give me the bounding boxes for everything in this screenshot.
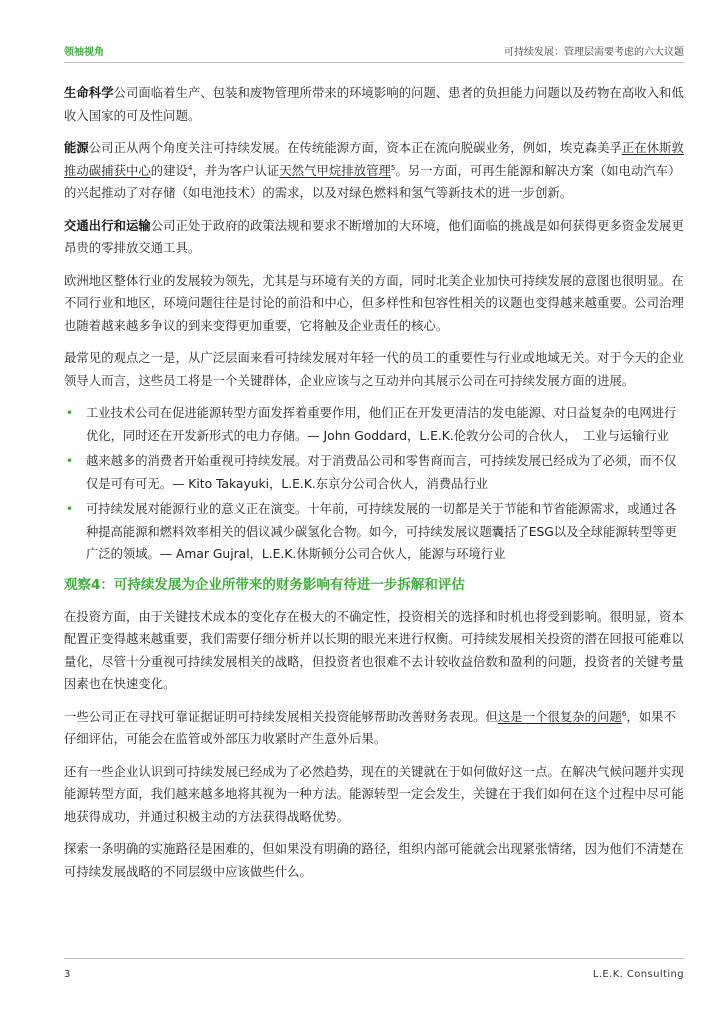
- list-item-text: 越来越多的消费者开始重视可持续发展。对于消费品公司和零售商而言，可持续发展已经成为了必须，而不仅仅是可有可无。— Kito Takayuki，L.E.K.东京分公司合伙人，消费品行业: [86, 454, 677, 491]
- footnote-ref: 4: [187, 163, 193, 172]
- quote-list: [64, 402, 684, 566]
- link-complex-issue[interactable]: 这是一个很复杂的问题: [497, 709, 622, 724]
- list-item: [64, 498, 684, 566]
- page-number: 3: [64, 969, 71, 980]
- link-carbon-capture[interactable]: 正在休斯敦推动碳捕获中心: [64, 141, 684, 178]
- paragraph-transport: [64, 215, 684, 260]
- paragraph-evidence: [64, 706, 684, 751]
- header-brand: 领袖视角: [64, 47, 104, 58]
- list-item: [64, 402, 684, 447]
- paragraph-text: 公司面临着生产、包装和废物管理所带来的环境影响的问题、患者的负担能力问题以及药物在高收入和低收入国家的可及性问题。: [64, 86, 684, 123]
- paragraph-path: 探索一条明确的实施路径是困难的，但如果没有明确的路径，组织内部可能就会出现紧张情绪，因为他们不清楚在可持续发展战略的不同层级中应该做些什么。: [64, 842, 684, 879]
- list-item-text: 可持续发展对能源行业的意义正在演变。十年前，可持续发展的一切都是关于节能和节省能源需求，或通过各种提高能源和燃料效率相关的倡议减少碳氢化合物。如今，可持续发展议题囊括了ESG以及全球能源转型等更广泛的领域。— Amar Gujral，L.E.K.休斯顿分公司合伙人，能源与环境行业: [86, 502, 677, 561]
- list-item-text: 工业技术公司在促进能源转型方面发挥着重要作用，他们正在开发更清洁的发电能源、对日益复杂的电网进行优化，同时还在开发新形式的电力存储。— John Goddard，L.E.K.伦敦分公司的合伙人， 工业与运输行业: [86, 406, 677, 443]
- bold-term: 交通出行和运输: [64, 218, 151, 233]
- section-heading: 观察4：可持续发展为企业所带来的财务影响有待进一步拆解和评估: [64, 576, 465, 593]
- main-content: [64, 82, 684, 893]
- paragraph-energy: [64, 137, 684, 205]
- paragraph-text: 一些公司正在寻找可靠证据证明可持续发展相关投资能够帮助改善财务表现。但: [64, 709, 498, 724]
- bold-term: 生命科学: [64, 86, 114, 100]
- bold-term: 能源: [64, 141, 89, 155]
- paragraph-investment: 在投资方面，由于关键技术成本的变化存在极大的不确定性，投资相关的选择和时机也将受到影响。很明显，资本配置正变得越来越重要，我们需要仔细分析并以长期的眼光来进行权衡。可持续发展相关投资的潜在回报可能难以量化，尽管十分重视可持续发展相关的战略，但投资者也很难不去计较收益倍数和盈利的问题，投资者的关键考量因素也在快速变化。: [64, 609, 684, 691]
- paragraph-text: ，如果不仔细评估，可能会在监管或外部压力收紧时产生意外后果。: [64, 709, 677, 746]
- bullet-icon: •: [66, 454, 74, 468]
- paragraph-regions: 欧洲地区整体行业的发展较为领先，尤其是与环境有关的方面，同时北美企业加快可持续发展的意图也很明显。在不同行业和地区，环境问题往往是讨论的前沿和中心，但多样性和包容性相关的议题也变得越来越重要。公司治理也随着越来越多争议的到来变得更加重要，它将触及企业责任的核心。: [64, 273, 684, 333]
- footer-brand: L.E.K. Consulting: [592, 969, 684, 980]
- paragraph-text: 公司正处于政府的政策法规和要求不断增加的大环境，他们面临的挑战是如何获得更多资金发展更昂贵的零排放交通工具。: [64, 218, 684, 255]
- link-methane-management[interactable]: 天然气甲烷排放管理: [279, 163, 391, 178]
- paragraph-trend: 还有一些企业认识到可持续发展已经成为了必然趋势，现在的关键就在于如何做好这一点。在解决气候问题并实现能源转型方面，我们越来越多地将其视为一种方法。能源转型一定会发生，关键在于我们如何在这个过程中尽可能地获得成功，并通过积极主动的方法获得战略优势。: [64, 764, 684, 824]
- paragraph-young-employees: 最常见的观点之一是，从广泛层面来看可持续发展对年轻一代的员工的重要性与行业或地域无关。对于今天的企业领导人而言，这些员工将是一个关键群体，企业应该与之互动并向其展示公司在可持续发展方面的进展。: [64, 351, 684, 388]
- header-title: 可持续发展：管理层需要考虑的六大议题: [504, 47, 684, 58]
- paragraph-life-sciences: [64, 82, 684, 127]
- paragraph-text: 的建设: [150, 163, 188, 178]
- paragraph-text: ，并为客户认证: [192, 163, 280, 178]
- paragraph-text: 公司正从两个角度关注可持续发展。在传统能源方面，资本正在流向脱碳业务，例如，埃克森美孚: [88, 141, 622, 155]
- bullet-icon: •: [66, 406, 74, 420]
- footnote-ref: 6: [621, 709, 627, 718]
- page-header: [64, 40, 684, 63]
- paragraph-text: 。另一方面，可再生能源和解决方案（如电动汽车）的兴起推动了对存储（如电池技术）的需求，以及对绿色燃料和氢气等新技术的进一步创新。: [64, 163, 681, 200]
- footnote-ref: 5: [390, 163, 396, 172]
- bullet-icon: •: [66, 502, 74, 516]
- page-footer: [64, 958, 684, 989]
- list-item: [64, 450, 684, 495]
